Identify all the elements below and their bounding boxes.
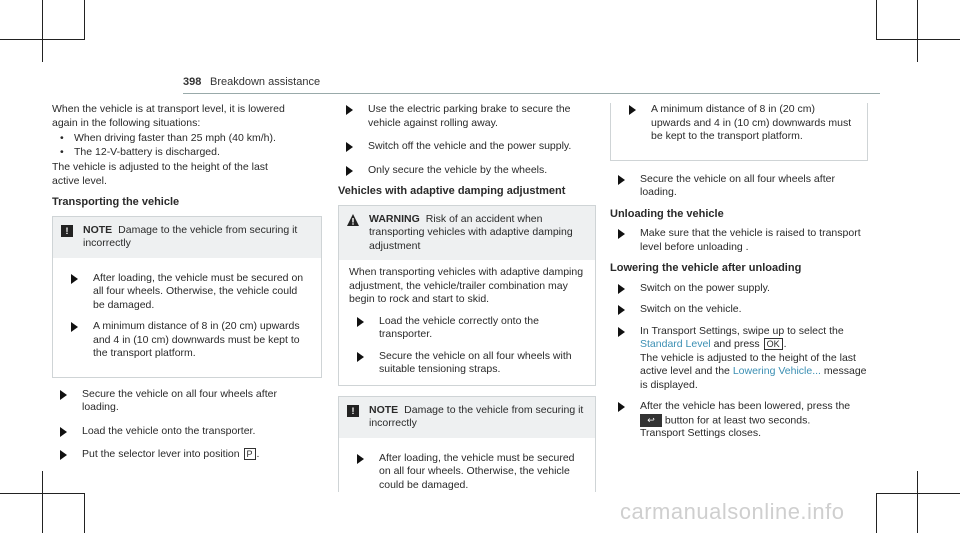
warning-icon: [347, 214, 359, 226]
section-heading: Vehicles with adaptive damping adjustment: [338, 185, 566, 197]
section-title: Breakdown assistance: [210, 76, 321, 88]
note-step: [349, 452, 585, 493]
step-item: [338, 164, 596, 178]
step-arrow-icon: [60, 390, 67, 400]
step-text: Use the electric parking brake to secure the vehicle against rolling away.: [368, 103, 571, 129]
watermark: carmanualsonline.info: [620, 499, 845, 524]
lowering-vehicle-message: Lowering Vehicle...: [732, 365, 821, 377]
step-arrow-icon: [60, 450, 67, 460]
step-item: In Transport Settings, swipe up to select the Standard Level and press OK . The vehicle is adjusted to the height of the last active level and the Lowering Vehicle... message is displayed.: [610, 325, 868, 393]
step-text: Secure the vehicle on all four wheels after loading.: [82, 387, 277, 413]
step-arrow-icon: [618, 305, 625, 315]
column-2: [338, 103, 596, 500]
crop-mark: [42, 471, 43, 533]
step-arrow-icon: [357, 317, 364, 327]
section-heading: Transporting the vehicle: [52, 196, 180, 208]
note-text: Damage to the vehicle from securing it incorrectly: [83, 223, 298, 249]
step-text: After the vehicle has been lowered, press the: [640, 400, 851, 412]
note-box-continued: [610, 103, 868, 161]
warning-header: [339, 206, 595, 261]
column-3: [610, 103, 868, 447]
step-arrow-icon: [71, 322, 78, 332]
step-text: Load the vehicle onto the transporter.: [82, 424, 256, 437]
adjust-text: The vehicle is adjusted to the height of the last active level.: [52, 161, 268, 187]
step-arrow-icon: [346, 166, 353, 176]
step-arrow-icon: [346, 105, 353, 115]
step-arrow-icon: [618, 327, 625, 337]
step-item: [610, 400, 868, 441]
note-body: [53, 258, 321, 377]
list-item: • The 12-V-battery is discharged.: [52, 146, 290, 160]
step-text: button for at least two seconds.: [664, 413, 811, 426]
step-text: Switch on the power supply.: [640, 281, 770, 294]
step-item: [52, 388, 290, 415]
step-text: Make sure that the vehicle is raised to transport level before unloading .: [640, 227, 861, 253]
step-arrow-icon: [618, 175, 625, 185]
step-text: After loading, the vehicle must be secured on all four wheels. Otherwise, the vehicle could be damaged.: [93, 271, 304, 311]
note-body: [339, 438, 595, 493]
note-icon: !: [61, 225, 73, 237]
note-keyword: NOTE: [83, 223, 113, 236]
step-item: [610, 282, 868, 296]
bullet-list: [52, 132, 290, 159]
step-item: [52, 425, 290, 439]
crop-mark: [84, 493, 85, 533]
standard-level-link[interactable]: Standard Level: [640, 338, 711, 350]
column-1: [52, 103, 304, 462]
note-header: [339, 397, 595, 438]
step-text: message is displayed.: [640, 365, 867, 391]
step-item: [610, 303, 868, 317]
note-box: [338, 396, 596, 493]
step-text: Switch on the vehicle.: [640, 303, 742, 315]
step-text: In Transport Settings, swipe up to select the: [640, 324, 844, 337]
step-arrow-icon: [71, 274, 78, 284]
crop-mark: [917, 0, 918, 62]
note-body: [611, 103, 867, 160]
warning-keyword: WARNING: [369, 212, 420, 225]
page-header: [183, 75, 880, 94]
step-text: and press: [713, 338, 760, 350]
step-text: After loading, the vehicle must be secured on all four wheels. Otherwise, the vehicle could be damaged.: [379, 451, 575, 491]
step-text: Secure the vehicle on all four wheels after loading.: [640, 172, 835, 198]
crop-mark: [876, 493, 877, 533]
ok-key: OK: [764, 338, 783, 350]
warning-body: [339, 260, 595, 385]
crop-mark: [876, 39, 960, 40]
step-item: [338, 140, 596, 154]
step-item: Put the selector lever into position P .: [52, 448, 290, 462]
step-arrow-icon: [618, 284, 625, 294]
page-number: 398: [183, 76, 202, 88]
note-keyword: NOTE: [369, 403, 399, 416]
note-text: Damage to the vehicle from securing it incorrectly: [369, 403, 584, 429]
step-item: [610, 173, 868, 200]
step-text: Switch off the vehicle and the power supply.: [368, 140, 572, 152]
note-step: [63, 272, 311, 313]
back-arrow-icon: ↩: [640, 414, 662, 427]
step-arrow-icon: [629, 105, 636, 115]
step-item: [338, 103, 596, 130]
crop-mark: [917, 471, 918, 533]
step-text: Put the selector lever into position: [82, 448, 240, 460]
step-text: A minimum distance of 8 in (20 cm) upwards and 4 in (10 cm) downwards must be kept to the transport platform.: [651, 103, 852, 142]
note-header: [53, 217, 321, 258]
section-heading: Lowering the vehicle after unloading: [610, 262, 802, 274]
note-step: [621, 103, 857, 144]
note-icon: !: [347, 405, 359, 417]
step-arrow-icon: [357, 352, 364, 362]
step-arrow-icon: [357, 454, 364, 464]
crop-mark: [42, 0, 43, 62]
warning-step: [349, 350, 585, 377]
step-text: Secure the vehicle on all four wheels with suitable tensioning straps.: [379, 349, 572, 375]
section-heading: Unloading the vehicle: [610, 207, 724, 220]
step-text: Only secure the vehicle by the wheels.: [368, 163, 548, 176]
step-arrow-icon: [60, 427, 67, 437]
step-text: Load the vehicle correctly onto the transporter.: [379, 314, 539, 340]
crop-mark: [876, 493, 960, 494]
note-step: [63, 320, 311, 361]
note-box: [52, 216, 322, 378]
step-item: [610, 227, 868, 254]
crop-mark: [84, 0, 85, 40]
warning-step: [349, 315, 585, 342]
steps: [52, 388, 290, 462]
intro-text: When the vehicle is at transport level, it is lowered again in the following situations:: [52, 103, 285, 129]
crop-mark: [876, 0, 877, 40]
step-text: A minimum distance of 8 in (20 cm) upwards and 4 in (10 cm) downwards must be kept to the transport platform.: [93, 320, 300, 359]
step-arrow-icon: [618, 402, 625, 412]
warning-box: [338, 205, 596, 386]
warning-text: Risk of an accident when transporting vehicles with adaptive damping adjustment: [369, 212, 573, 252]
gear-p-symbol: P: [244, 448, 256, 460]
step-arrow-icon: [618, 229, 625, 239]
step-text: Transport Settings closes.: [640, 427, 761, 440]
warning-body-text: When transporting vehicles with adaptive damping adjustment, the vehicle/trailer combination may begin to rock and start to skid.: [349, 266, 584, 305]
step-arrow-icon: [346, 142, 353, 152]
step-text: The vehicle is adjusted to the height of the last active level and the: [640, 351, 856, 377]
list-item: • When driving faster than 25 mph (40 km/h).: [52, 132, 290, 146]
